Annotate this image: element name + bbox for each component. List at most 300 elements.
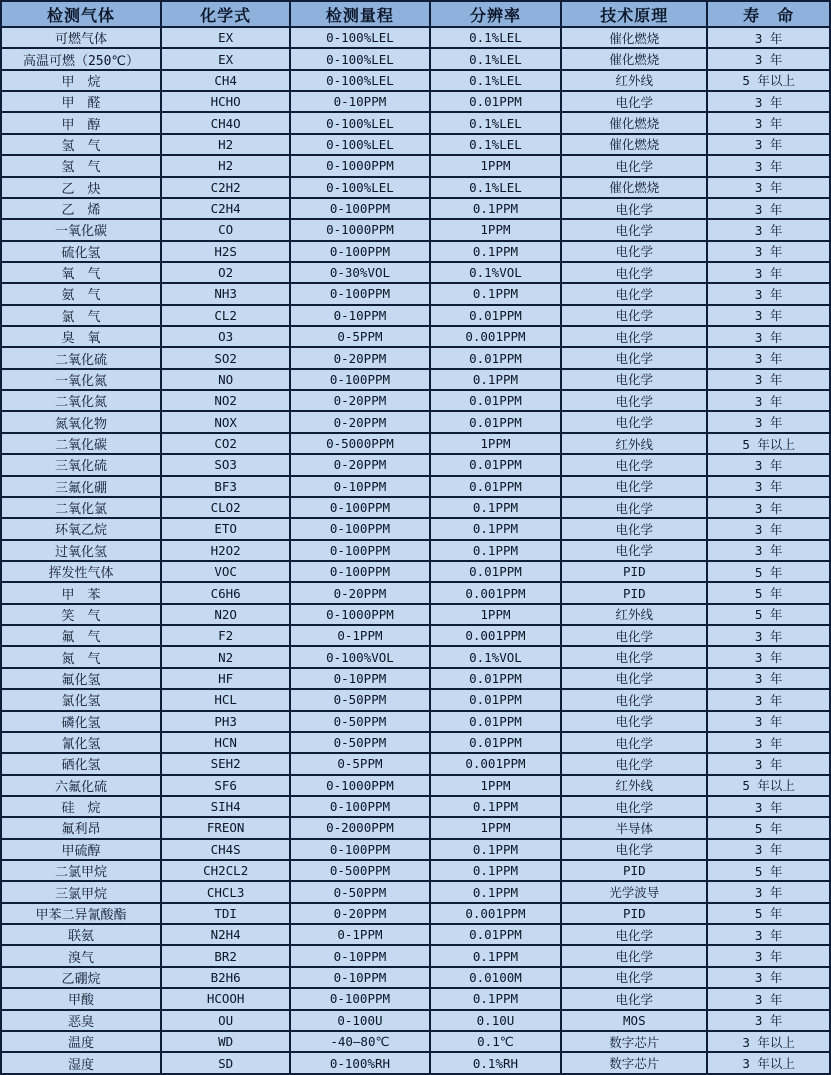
cell-lifespan: 5 年以上: [707, 70, 830, 91]
cell-gas: 二氯甲烷: [1, 860, 161, 881]
cell-principle: 电化学: [561, 155, 707, 176]
cell-resolution: 1PPM: [430, 775, 562, 796]
cell-formula: SF6: [161, 775, 290, 796]
cell-principle: PID: [561, 561, 707, 582]
cell-gas: 氟化氢: [1, 668, 161, 689]
cell-lifespan: 3 年: [707, 27, 830, 48]
table-row: [1, 283, 830, 304]
cell-gas: 甲硫醇: [1, 839, 161, 860]
table-row: [1, 860, 830, 881]
cell-formula: CH4O: [161, 112, 290, 133]
cell-range: 0-100U: [290, 1010, 429, 1031]
cell-principle: 光学波导: [561, 881, 707, 902]
cell-gas: 氮 气: [1, 646, 161, 667]
cell-formula: SEH2: [161, 753, 290, 774]
cell-gas: 磷化氢: [1, 711, 161, 732]
cell-range: 0-1PPM: [290, 625, 429, 646]
cell-resolution: 0.01PPM: [430, 668, 562, 689]
table-row: [1, 988, 830, 1009]
table-row: [1, 91, 830, 112]
cell-resolution: 0.001PPM: [430, 753, 562, 774]
cell-range: 0-5PPM: [290, 753, 429, 774]
cell-range: 0-100PPM: [290, 561, 429, 582]
cell-range: 0-100%LEL: [290, 177, 429, 198]
table-row: [1, 305, 830, 326]
table-row: [1, 411, 830, 432]
table-row: [1, 347, 830, 368]
cell-principle: 半导体: [561, 817, 707, 838]
cell-range: 0-100PPM: [290, 796, 429, 817]
cell-gas: 一氧化氮: [1, 369, 161, 390]
cell-principle: 电化学: [561, 390, 707, 411]
cell-principle: 红外线: [561, 433, 707, 454]
cell-resolution: 0.01PPM: [430, 305, 562, 326]
table-row: [1, 775, 830, 796]
cell-resolution: 0.01PPM: [430, 454, 562, 475]
cell-range: 0-20PPM: [290, 454, 429, 475]
cell-lifespan: 3 年: [707, 326, 830, 347]
table-row: [1, 604, 830, 625]
cell-lifespan: 3 年: [707, 155, 830, 176]
cell-gas: 甲酸: [1, 988, 161, 1009]
cell-principle: 电化学: [561, 689, 707, 710]
cell-range: 0-50PPM: [290, 711, 429, 732]
cell-resolution: 0.1%LEL: [430, 134, 562, 155]
cell-formula: CH2CL2: [161, 860, 290, 881]
cell-principle: 催化燃烧: [561, 177, 707, 198]
table-row: [1, 945, 830, 966]
cell-resolution: 0.01PPM: [430, 689, 562, 710]
cell-resolution: 0.01PPM: [430, 711, 562, 732]
cell-gas: 过氧化氢: [1, 540, 161, 561]
cell-range: 0-10PPM: [290, 668, 429, 689]
cell-formula: H2S: [161, 241, 290, 262]
cell-resolution: 0.1%VOL: [430, 262, 562, 283]
cell-formula: OU: [161, 1010, 290, 1031]
cell-range: 0-20PPM: [290, 582, 429, 603]
cell-principle: PID: [561, 582, 707, 603]
cell-range: 0-1000PPM: [290, 775, 429, 796]
cell-gas: 湿度: [1, 1052, 161, 1074]
cell-formula: O3: [161, 326, 290, 347]
cell-lifespan: 3 年: [707, 91, 830, 112]
table-row: [1, 625, 830, 646]
table-row: [1, 753, 830, 774]
cell-gas: 三氟化硼: [1, 476, 161, 497]
table-row: [1, 839, 830, 860]
cell-range: 0-5000PPM: [290, 433, 429, 454]
cell-lifespan: 3 年: [707, 390, 830, 411]
cell-lifespan: 3 年: [707, 518, 830, 539]
table-row: [1, 433, 830, 454]
cell-range: 0-20PPM: [290, 903, 429, 924]
cell-lifespan: 3 年: [707, 305, 830, 326]
cell-range: 0-50PPM: [290, 732, 429, 753]
cell-gas: 乙硼烷: [1, 967, 161, 988]
cell-range: 0-5PPM: [290, 326, 429, 347]
cell-principle: 电化学: [561, 369, 707, 390]
cell-principle: 电化学: [561, 219, 707, 240]
cell-formula: VOC: [161, 561, 290, 582]
cell-gas: 臭 氧: [1, 326, 161, 347]
cell-lifespan: 5 年: [707, 817, 830, 838]
cell-resolution: 1PPM: [430, 433, 562, 454]
cell-lifespan: 3 年: [707, 262, 830, 283]
cell-principle: 数字芯片: [561, 1052, 707, 1074]
cell-gas: 六氟化硫: [1, 775, 161, 796]
cell-range: 0-100PPM: [290, 283, 429, 304]
cell-lifespan: 3 年: [707, 134, 830, 155]
cell-lifespan: 3 年: [707, 668, 830, 689]
cell-lifespan: 3 年: [707, 497, 830, 518]
cell-formula: C2H2: [161, 177, 290, 198]
cell-gas: 联氨: [1, 924, 161, 945]
cell-principle: 催化燃烧: [561, 134, 707, 155]
cell-principle: 电化学: [561, 262, 707, 283]
column-header-gas: 检测气体: [1, 1, 161, 27]
cell-lifespan: 3 年: [707, 454, 830, 475]
cell-resolution: 0.001PPM: [430, 625, 562, 646]
cell-principle: 电化学: [561, 241, 707, 262]
cell-formula: SO2: [161, 347, 290, 368]
cell-range: 0-100PPM: [290, 518, 429, 539]
cell-formula: CLO2: [161, 497, 290, 518]
table-row: [1, 1031, 830, 1052]
cell-gas: 甲苯二异氰酸酯: [1, 903, 161, 924]
cell-principle: 电化学: [561, 732, 707, 753]
cell-range: 0-10PPM: [290, 91, 429, 112]
table-row: [1, 732, 830, 753]
cell-lifespan: 3 年: [707, 625, 830, 646]
cell-gas: 挥发性气体: [1, 561, 161, 582]
cell-gas: 二氧化氮: [1, 390, 161, 411]
cell-formula: FREON: [161, 817, 290, 838]
cell-principle: 电化学: [561, 924, 707, 945]
cell-resolution: 0.1%VOL: [430, 646, 562, 667]
cell-resolution: 0.01PPM: [430, 732, 562, 753]
cell-lifespan: 3 年: [707, 881, 830, 902]
table-row: [1, 155, 830, 176]
cell-principle: 红外线: [561, 70, 707, 91]
cell-principle: 电化学: [561, 753, 707, 774]
cell-principle: 电化学: [561, 476, 707, 497]
cell-resolution: 0.01PPM: [430, 476, 562, 497]
cell-lifespan: 3 年: [707, 241, 830, 262]
cell-range: 0-20PPM: [290, 411, 429, 432]
column-header-lifespan: 寿 命: [707, 1, 830, 27]
cell-gas: 氟利昂: [1, 817, 161, 838]
cell-lifespan: 3 年: [707, 198, 830, 219]
cell-principle: 数字芯片: [561, 1031, 707, 1052]
cell-formula: BR2: [161, 945, 290, 966]
cell-gas: 氯 气: [1, 305, 161, 326]
cell-resolution: 0.1PPM: [430, 796, 562, 817]
table-row: [1, 134, 830, 155]
cell-range: 0-10PPM: [290, 305, 429, 326]
cell-formula: EX: [161, 27, 290, 48]
cell-range: 0-100PPM: [290, 540, 429, 561]
cell-resolution: 0.1PPM: [430, 369, 562, 390]
table-row: [1, 27, 830, 48]
cell-range: 0-10PPM: [290, 476, 429, 497]
cell-gas: 硒化氢: [1, 753, 161, 774]
cell-principle: 电化学: [561, 326, 707, 347]
cell-principle: 催化燃烧: [561, 27, 707, 48]
cell-lifespan: 3 年: [707, 689, 830, 710]
cell-resolution: 0.1PPM: [430, 497, 562, 518]
cell-gas: 二氧化碳: [1, 433, 161, 454]
cell-principle: 红外线: [561, 775, 707, 796]
cell-range: 0-500PPM: [290, 860, 429, 881]
cell-range: 0-1PPM: [290, 924, 429, 945]
cell-range: 0-1000PPM: [290, 219, 429, 240]
cell-gas: 三氧化硫: [1, 454, 161, 475]
cell-lifespan: 3 年: [707, 283, 830, 304]
cell-resolution: 1PPM: [430, 155, 562, 176]
cell-range: 0-2000PPM: [290, 817, 429, 838]
cell-formula: WD: [161, 1031, 290, 1052]
cell-resolution: 0.1%LEL: [430, 48, 562, 69]
cell-resolution: 0.001PPM: [430, 903, 562, 924]
cell-range: 0-100%VOL: [290, 646, 429, 667]
cell-gas: 氧 气: [1, 262, 161, 283]
cell-formula: CH4S: [161, 839, 290, 860]
cell-gas: 甲 醇: [1, 112, 161, 133]
cell-formula: NOX: [161, 411, 290, 432]
cell-formula: O2: [161, 262, 290, 283]
cell-gas: 氯化氢: [1, 689, 161, 710]
cell-range: 0-100%LEL: [290, 112, 429, 133]
cell-principle: 电化学: [561, 796, 707, 817]
cell-gas: 二氧化硫: [1, 347, 161, 368]
cell-gas: 氰化氢: [1, 732, 161, 753]
cell-formula: CO: [161, 219, 290, 240]
cell-lifespan: 3 年: [707, 646, 830, 667]
cell-formula: CHCL3: [161, 881, 290, 902]
cell-principle: 电化学: [561, 497, 707, 518]
cell-resolution: 0.001PPM: [430, 326, 562, 347]
cell-lifespan: 3 年: [707, 988, 830, 1009]
table-row: [1, 454, 830, 475]
cell-formula: N2: [161, 646, 290, 667]
cell-lifespan: 5 年以上: [707, 775, 830, 796]
cell-lifespan: 5 年: [707, 604, 830, 625]
cell-lifespan: 3 年: [707, 177, 830, 198]
cell-formula: HCHO: [161, 91, 290, 112]
cell-resolution: 0.1PPM: [430, 518, 562, 539]
cell-gas: 环氧乙烷: [1, 518, 161, 539]
cell-formula: ETO: [161, 518, 290, 539]
cell-principle: 催化燃烧: [561, 112, 707, 133]
cell-formula: SIH4: [161, 796, 290, 817]
cell-principle: 电化学: [561, 988, 707, 1009]
cell-range: 0-30%VOL: [290, 262, 429, 283]
cell-resolution: 0.01PPM: [430, 390, 562, 411]
cell-principle: 电化学: [561, 711, 707, 732]
cell-gas: 氨 气: [1, 283, 161, 304]
cell-gas: 硫化氢: [1, 241, 161, 262]
column-header-range: 检测量程: [290, 1, 429, 27]
cell-lifespan: 5 年: [707, 903, 830, 924]
cell-range: 0-50PPM: [290, 689, 429, 710]
cell-principle: 电化学: [561, 668, 707, 689]
table-row: [1, 881, 830, 902]
cell-gas: 甲 醛: [1, 91, 161, 112]
cell-formula: TDI: [161, 903, 290, 924]
cell-resolution: 0.01PPM: [430, 347, 562, 368]
cell-resolution: 0.0100M: [430, 967, 562, 988]
cell-formula: HCN: [161, 732, 290, 753]
cell-principle: 电化学: [561, 283, 707, 304]
cell-principle: PID: [561, 860, 707, 881]
cell-principle: PID: [561, 903, 707, 924]
table-row: [1, 1052, 830, 1074]
cell-gas: 甲 烷: [1, 70, 161, 91]
cell-gas: 一氧化碳: [1, 219, 161, 240]
cell-principle: 电化学: [561, 839, 707, 860]
cell-gas: 溴气: [1, 945, 161, 966]
cell-resolution: 0.01PPM: [430, 411, 562, 432]
cell-range: 0-20PPM: [290, 347, 429, 368]
cell-principle: 电化学: [561, 454, 707, 475]
cell-lifespan: 3 年以上: [707, 1052, 830, 1074]
table-row: [1, 476, 830, 497]
cell-lifespan: 3 年: [707, 1010, 830, 1031]
table-row: [1, 70, 830, 91]
cell-principle: 电化学: [561, 540, 707, 561]
cell-formula: HCL: [161, 689, 290, 710]
cell-resolution: 0.001PPM: [430, 582, 562, 603]
cell-lifespan: 3 年: [707, 112, 830, 133]
cell-range: 0-100PPM: [290, 198, 429, 219]
cell-gas: 氟 气: [1, 625, 161, 646]
cell-formula: EX: [161, 48, 290, 69]
cell-principle: 电化学: [561, 625, 707, 646]
cell-gas: 氢 气: [1, 155, 161, 176]
cell-formula: CO2: [161, 433, 290, 454]
cell-resolution: 1PPM: [430, 817, 562, 838]
cell-range: 0-100PPM: [290, 497, 429, 518]
cell-lifespan: 5 年: [707, 860, 830, 881]
cell-formula: PH3: [161, 711, 290, 732]
cell-formula: SD: [161, 1052, 290, 1074]
cell-gas: 高温可燃（250℃）: [1, 48, 161, 69]
cell-resolution: 1PPM: [430, 219, 562, 240]
cell-range: 0-10PPM: [290, 967, 429, 988]
cell-resolution: 0.1%RH: [430, 1052, 562, 1074]
cell-formula: N2O: [161, 604, 290, 625]
cell-formula: N2H4: [161, 924, 290, 945]
table-row: [1, 241, 830, 262]
table-row: [1, 1010, 830, 1031]
cell-lifespan: 3 年: [707, 48, 830, 69]
cell-range: 0-100%RH: [290, 1052, 429, 1074]
cell-principle: 红外线: [561, 604, 707, 625]
cell-principle: 电化学: [561, 91, 707, 112]
table-row: [1, 177, 830, 198]
cell-lifespan: 3 年: [707, 369, 830, 390]
cell-resolution: 1PPM: [430, 604, 562, 625]
cell-resolution: 0.1PPM: [430, 860, 562, 881]
cell-formula: BF3: [161, 476, 290, 497]
cell-formula: C6H6: [161, 582, 290, 603]
cell-lifespan: 3 年: [707, 753, 830, 774]
cell-lifespan: 3 年: [707, 540, 830, 561]
table-row: [1, 112, 830, 133]
header-row: [1, 1, 830, 27]
table-header: [1, 1, 830, 27]
cell-range: 0-20PPM: [290, 390, 429, 411]
table-row: [1, 711, 830, 732]
cell-gas: 温度: [1, 1031, 161, 1052]
cell-principle: 催化燃烧: [561, 48, 707, 69]
cell-resolution: 0.10U: [430, 1010, 562, 1031]
table-body: [1, 27, 830, 1074]
table-row: [1, 219, 830, 240]
cell-range: 0-1000PPM: [290, 604, 429, 625]
cell-gas: 甲 苯: [1, 582, 161, 603]
cell-resolution: 0.1PPM: [430, 945, 562, 966]
cell-gas: 乙 烯: [1, 198, 161, 219]
cell-resolution: 0.1%LEL: [430, 70, 562, 91]
cell-formula: HF: [161, 668, 290, 689]
cell-principle: MOS: [561, 1010, 707, 1031]
cell-gas: 硅 烷: [1, 796, 161, 817]
cell-gas: 恶臭: [1, 1010, 161, 1031]
table-row: [1, 817, 830, 838]
table-row: [1, 903, 830, 924]
cell-range: 0-100PPM: [290, 241, 429, 262]
cell-lifespan: 3 年: [707, 732, 830, 753]
table-row: [1, 48, 830, 69]
cell-resolution: 0.1%LEL: [430, 27, 562, 48]
cell-formula: NH3: [161, 283, 290, 304]
table-row: [1, 198, 830, 219]
cell-formula: B2H6: [161, 967, 290, 988]
cell-lifespan: 3 年: [707, 945, 830, 966]
cell-range: 0-1000PPM: [290, 155, 429, 176]
cell-resolution: 0.01PPM: [430, 924, 562, 945]
column-header-resolution: 分辨率: [430, 1, 562, 27]
table-row: [1, 326, 830, 347]
cell-lifespan: 5 年: [707, 582, 830, 603]
cell-resolution: 0.1PPM: [430, 839, 562, 860]
cell-formula: SO3: [161, 454, 290, 475]
cell-principle: 电化学: [561, 198, 707, 219]
cell-principle: 电化学: [561, 347, 707, 368]
cell-formula: CH4: [161, 70, 290, 91]
cell-resolution: 0.01PPM: [430, 91, 562, 112]
cell-formula: H2: [161, 134, 290, 155]
cell-principle: 电化学: [561, 967, 707, 988]
table-row: [1, 796, 830, 817]
cell-formula: H2: [161, 155, 290, 176]
cell-formula: F2: [161, 625, 290, 646]
cell-resolution: 0.1PPM: [430, 283, 562, 304]
cell-principle: 电化学: [561, 518, 707, 539]
table-row: [1, 646, 830, 667]
cell-resolution: 0.1PPM: [430, 988, 562, 1009]
cell-range: -40—80℃: [290, 1031, 429, 1052]
cell-formula: HCOOH: [161, 988, 290, 1009]
cell-formula: H2O2: [161, 540, 290, 561]
cell-lifespan: 3 年: [707, 924, 830, 945]
cell-range: 0-100%LEL: [290, 27, 429, 48]
cell-lifespan: 5 年: [707, 561, 830, 582]
cell-range: 0-100PPM: [290, 988, 429, 1009]
table-row: [1, 967, 830, 988]
cell-resolution: 0.1%LEL: [430, 177, 562, 198]
